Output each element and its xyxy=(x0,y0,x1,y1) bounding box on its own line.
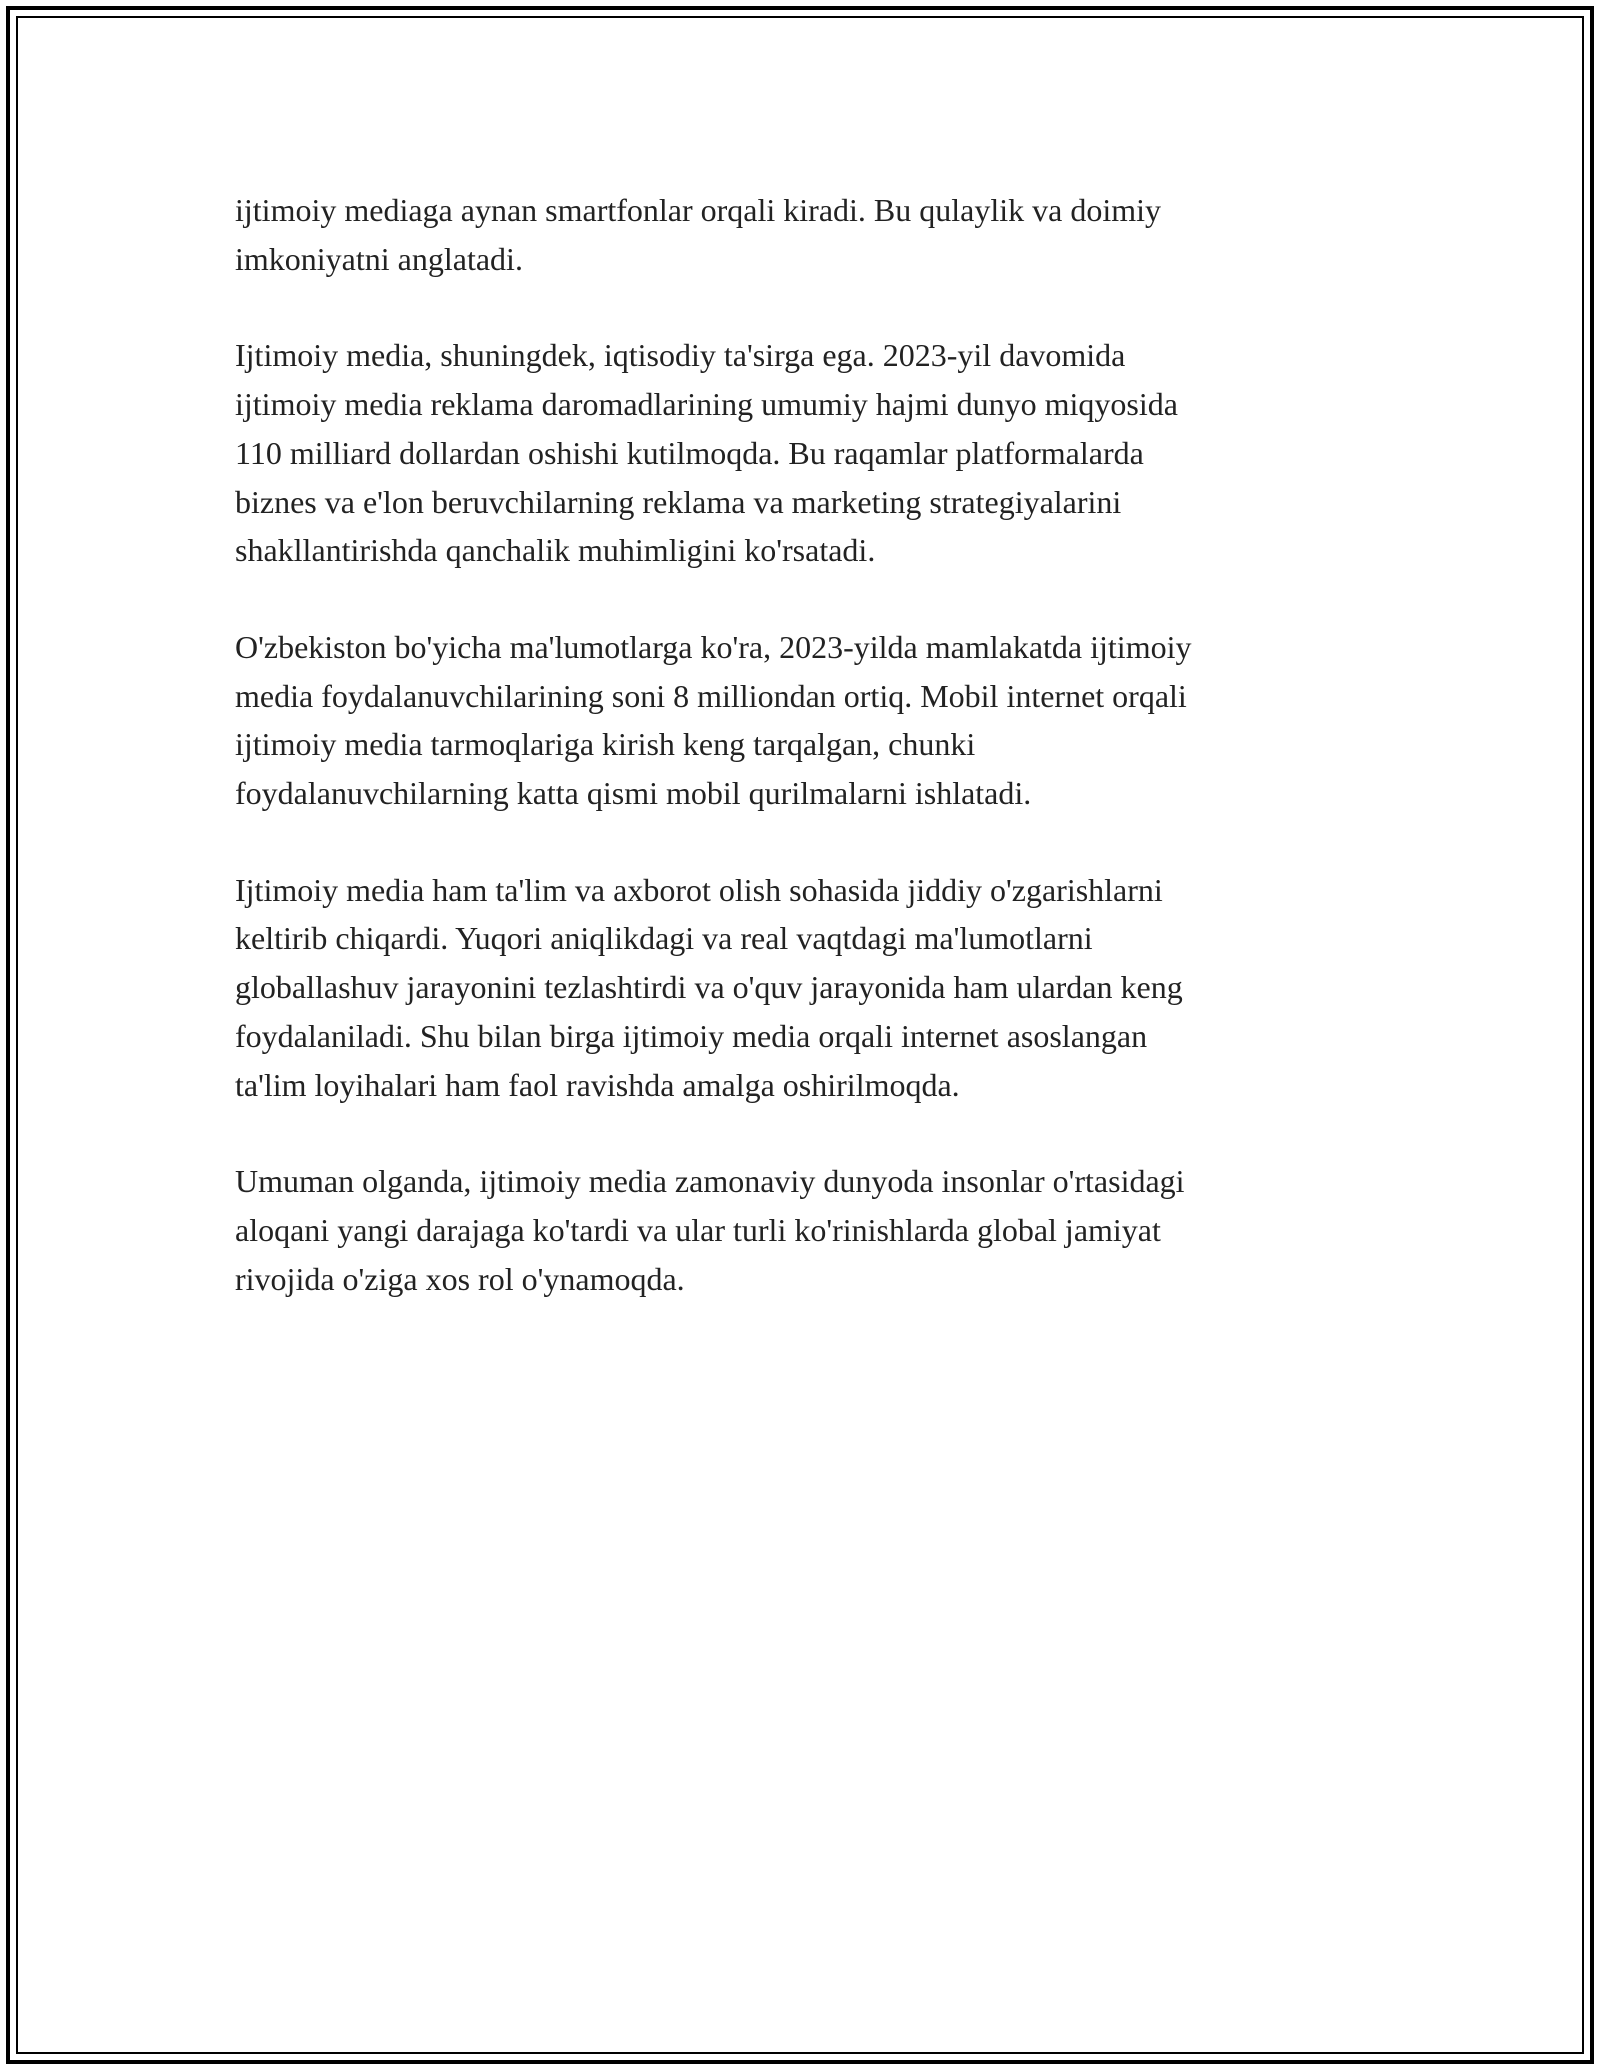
paragraph-education-change: Ijtimoiy media ham ta'lim va axborot olish sohasida jiddiy o'zgarishlarni keltirib chiqardi. Yuqori aniqlikdagi va real vaqtdagi ma'lumotlarni globallashuv jarayonini tezlashtirdi va o'quv jarayonida ham ulardan keng foydalaniladi. Shu bilan birga ijtimoiy media orqali internet asoslangan ta'lim loyihalari ham faol ravishda amalga oshirilmoqda. xyxy=(235,871,1183,1103)
paragraph-conclusion: Umuman olganda, ijtimoiy media zamonaviy dunyoda insonlar o'rtasidagi aloqani yangi darajaga ko'tardi va ular turli ko'rinishlarda global jamiyat rivojida o'ziga xos rol o'ynamoqda. xyxy=(235,1163,1185,1297)
document-body xyxy=(235,186,1370,1351)
paragraph-uzbekistan-users: O'zbekiston bo'yicha ma'lumotlarga ko'ra, 2023-yilda mamlakatda ijtimoiy media foydalanuvchilarining soni 8 milliondan ortiq. Mobil internet orqali ijtimoiy media tarmoqlariga kirish keng tarqalgan, chunki foydalanuvchilarning katta qismi mobil qurilmalarni ishlatadi. xyxy=(235,628,1192,812)
paragraph-economic-impact: Ijtimoiy media, shuningdek, iqtisodiy ta'sirga ega. 2023-yil davomida ijtimoiy media reklama daromadlarining umumiy hajmi dunyo miqyosida 110 milliard dollardan oshishi kutilmoqda. Bu raqamlar platformalarda biznes va e'lon beruvchilarning reklama va marketing strategiyalarini shakllantirishda qanchalik muhimligini ko'rsatadi. xyxy=(235,337,1178,569)
paragraph-smartphone-access: ijtimoiy mediaga aynan smartfonlar orqali kiradi. Bu qulaylik va doimiy imkoniyatni anglatadi. xyxy=(235,192,1162,277)
